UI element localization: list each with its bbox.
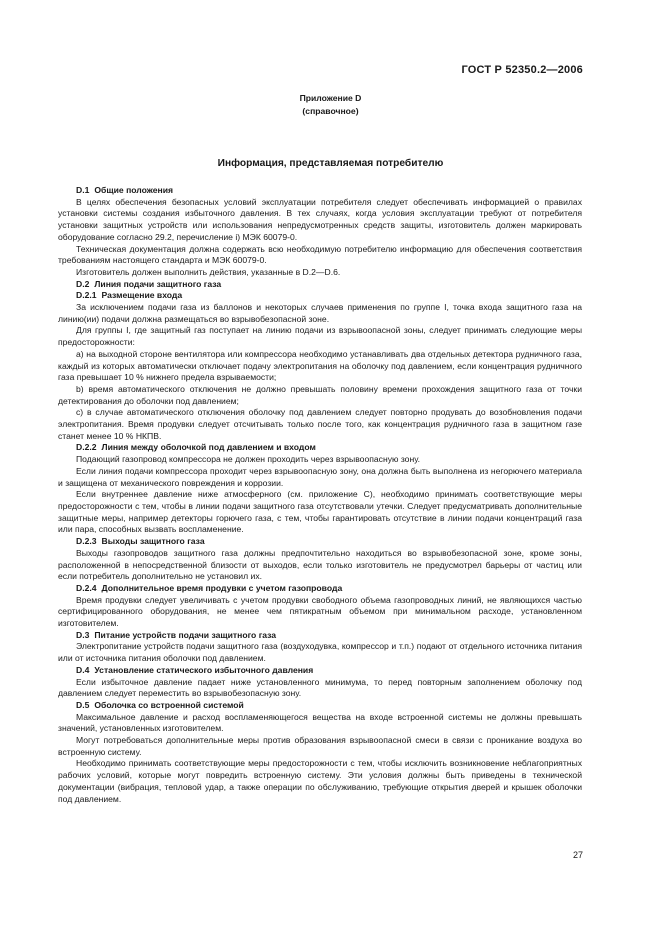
section-title: Линия подачи защитного газа bbox=[94, 278, 222, 289]
annex-heading bbox=[0, 92, 661, 118]
list-item: a) на выходной стороне вентилятора или компрессора необходимо устанавливать два отдельных детектора рудничного газа, каждый из которых автоматически отключает подачу электропитания на оболочку под давлением, если концентрация рудничного газа превышает 10 % нижнего предела взрываемости; bbox=[58, 348, 582, 383]
document-body bbox=[58, 185, 582, 805]
section-number: D.1 bbox=[76, 185, 90, 195]
paragraph: Если избыточное давление падает ниже установленного минимума, то перед повторным заполнением оболочку под давлением следует переместить во взрывобезопасную зону. bbox=[58, 676, 582, 699]
section-title: Дополнительное время продувки с учетом газопровода bbox=[101, 582, 343, 593]
paragraph: Максимальное давление и расход воспламеняющегося вещества на входе встроенной системы не должны превышать значений, установленных изготовителем. bbox=[58, 711, 582, 734]
section-heading bbox=[58, 442, 582, 454]
paragraph: Время продувки следует увеличивать с учетом продувки свободного объема газопроводных линий, не являющихся частью сертифицированного оборудования, не менее чем пятикратным объемом при минимальном расходе, установленном изготовителем. bbox=[58, 594, 582, 629]
page-title: Информация, представляемая потребителю bbox=[217, 158, 444, 169]
paragraph: Подающий газопровод компрессора не должен проходить через взрывоопасную зону. bbox=[76, 454, 421, 465]
section-title: Выходы защитного газа bbox=[101, 536, 205, 547]
section-number: D.2.4 bbox=[76, 582, 97, 593]
section-number: D.2.3 bbox=[76, 536, 97, 547]
paragraph: В целях обеспечения безопасных условий эксплуатации потребителя следует обеспечивать информацией о правилах установки системы создания избыточного давления. В тех случаях, когда условия эксплуатации требуют от потребителя установки защитных устройств или использования непредусмотренных средств защиты, изготовитель должен маркировать оборудование согласно 29.2, перечисление i) МЭК 60079-0. bbox=[58, 196, 582, 242]
list-item: b) время автоматического отключения не должно превышать половину времени прохождения защитного газа от точки детектирования до оболочки под давлением; bbox=[58, 383, 582, 406]
paragraph: Электропитание устройств подачи защитного газа (воздуходувка, компрессор и т.п.) подают от отдельного источника питания или от источника питания оболочки под давлением. bbox=[58, 641, 582, 664]
paragraph: Если внутреннее давление ниже атмосферного (см. приложение C), необходимо принимать соответствующие меры предосторожности с тем, чтобы в линии подачи защитного газа отсутствовали утечки. Следует предусматривать дополнительные защитные меры, например детекторы горючего газа, с тем, чтобы гарантировать отсутствие в линии подачи концентраций газа или пара, способных вызвать воспламенение. bbox=[58, 489, 582, 535]
section-number: D.2.1 bbox=[76, 290, 97, 301]
paragraph: Если линия подачи компрессора проходит через взрывоопасную зону, она должна быть выполнена из негорючего материала и защищена от механического повреждения и коррозии. bbox=[58, 465, 582, 488]
paragraph: Техническая документация должна содержать всю необходимую потребителю информацию для обеспечения соответствия требованиям настоящего стандарта и МЭК 60079-0. bbox=[58, 243, 582, 266]
annex-label: Приложение D bbox=[299, 93, 362, 103]
document-code-header: ГОСТ Р 52350.2—2006 bbox=[461, 64, 583, 76]
section-title: Установление статического избыточного давления bbox=[94, 664, 314, 675]
section-heading bbox=[58, 185, 582, 197]
section-heading bbox=[58, 583, 582, 595]
section-heading bbox=[58, 279, 582, 291]
list-item: c) в случае автоматического отключения оболочку под давлением следует повторно продувать до возобновления подачи электропитания. Время продувки следует отсчитывать только после того, как концентрация рудничного газа в защитном газе станет менее 10 % НКПВ. bbox=[58, 407, 582, 441]
paragraph: Могут потребоваться дополнительные меры против образования взрывоопасной смеси в связи с проникание воздуха во встроенную систему. bbox=[58, 735, 582, 757]
section-title: Размещение входа bbox=[101, 290, 183, 301]
paragraph: Выходы газопроводов защитного газа должны предпочтительно находиться во взрывобезопасной зоне, кроме зоны, расположенной в непосредственной близости от выходов, если только изготовитель не предусмотрел барьеры от частиц или если потребитель дополнительно не установил их. bbox=[58, 547, 582, 582]
paragraph: Для группы I, где защитный газ поступает на линию подачи из взрывоопасной зоны, следует принимать следующие меры предосторожности: bbox=[58, 325, 582, 348]
section-title: Линия между оболочкой под давлением и входом bbox=[101, 442, 316, 453]
section-heading bbox=[58, 630, 582, 642]
paragraph: Изготовитель должен выполнить действия, указанные в D.2—D.6. bbox=[76, 266, 341, 277]
section-heading bbox=[58, 290, 582, 302]
section-title: Питание устройств подачи защитного газа bbox=[94, 629, 277, 640]
section-number: D.2 bbox=[76, 278, 90, 289]
section-title: Оболочка со встроенной системой bbox=[94, 699, 244, 710]
section-title: Общие положения bbox=[94, 185, 174, 195]
section-number: D.4 bbox=[76, 664, 90, 675]
section-heading bbox=[58, 665, 582, 677]
paragraph: За исключением подачи газа из баллонов и некоторых случаев применения по группе I, точка входа защитного газа на линию(ии) подачи должна размещаться во взрывобезопасной зоне. bbox=[58, 302, 582, 324]
section-heading bbox=[58, 536, 582, 548]
annex-note: (справочное) bbox=[302, 106, 359, 116]
section-heading bbox=[58, 700, 582, 712]
section-number: D.5 bbox=[76, 699, 90, 710]
page-number: 27 bbox=[572, 850, 583, 860]
section-number: D.2.2 bbox=[76, 442, 97, 453]
paragraph: Необходимо принимать соответствующие меры предосторожности с тем, чтобы исключить возникновение неблагоприятных рабочих условий, которые могут повредить встроенную систему. Эти условия должны быть приведены в технической документации (вибрация, тепловой удар, а также операции по обслуживанию, требующие открытия дверей и крышек оболочки под давлением. bbox=[58, 758, 582, 804]
section-number: D.3 bbox=[76, 629, 90, 640]
